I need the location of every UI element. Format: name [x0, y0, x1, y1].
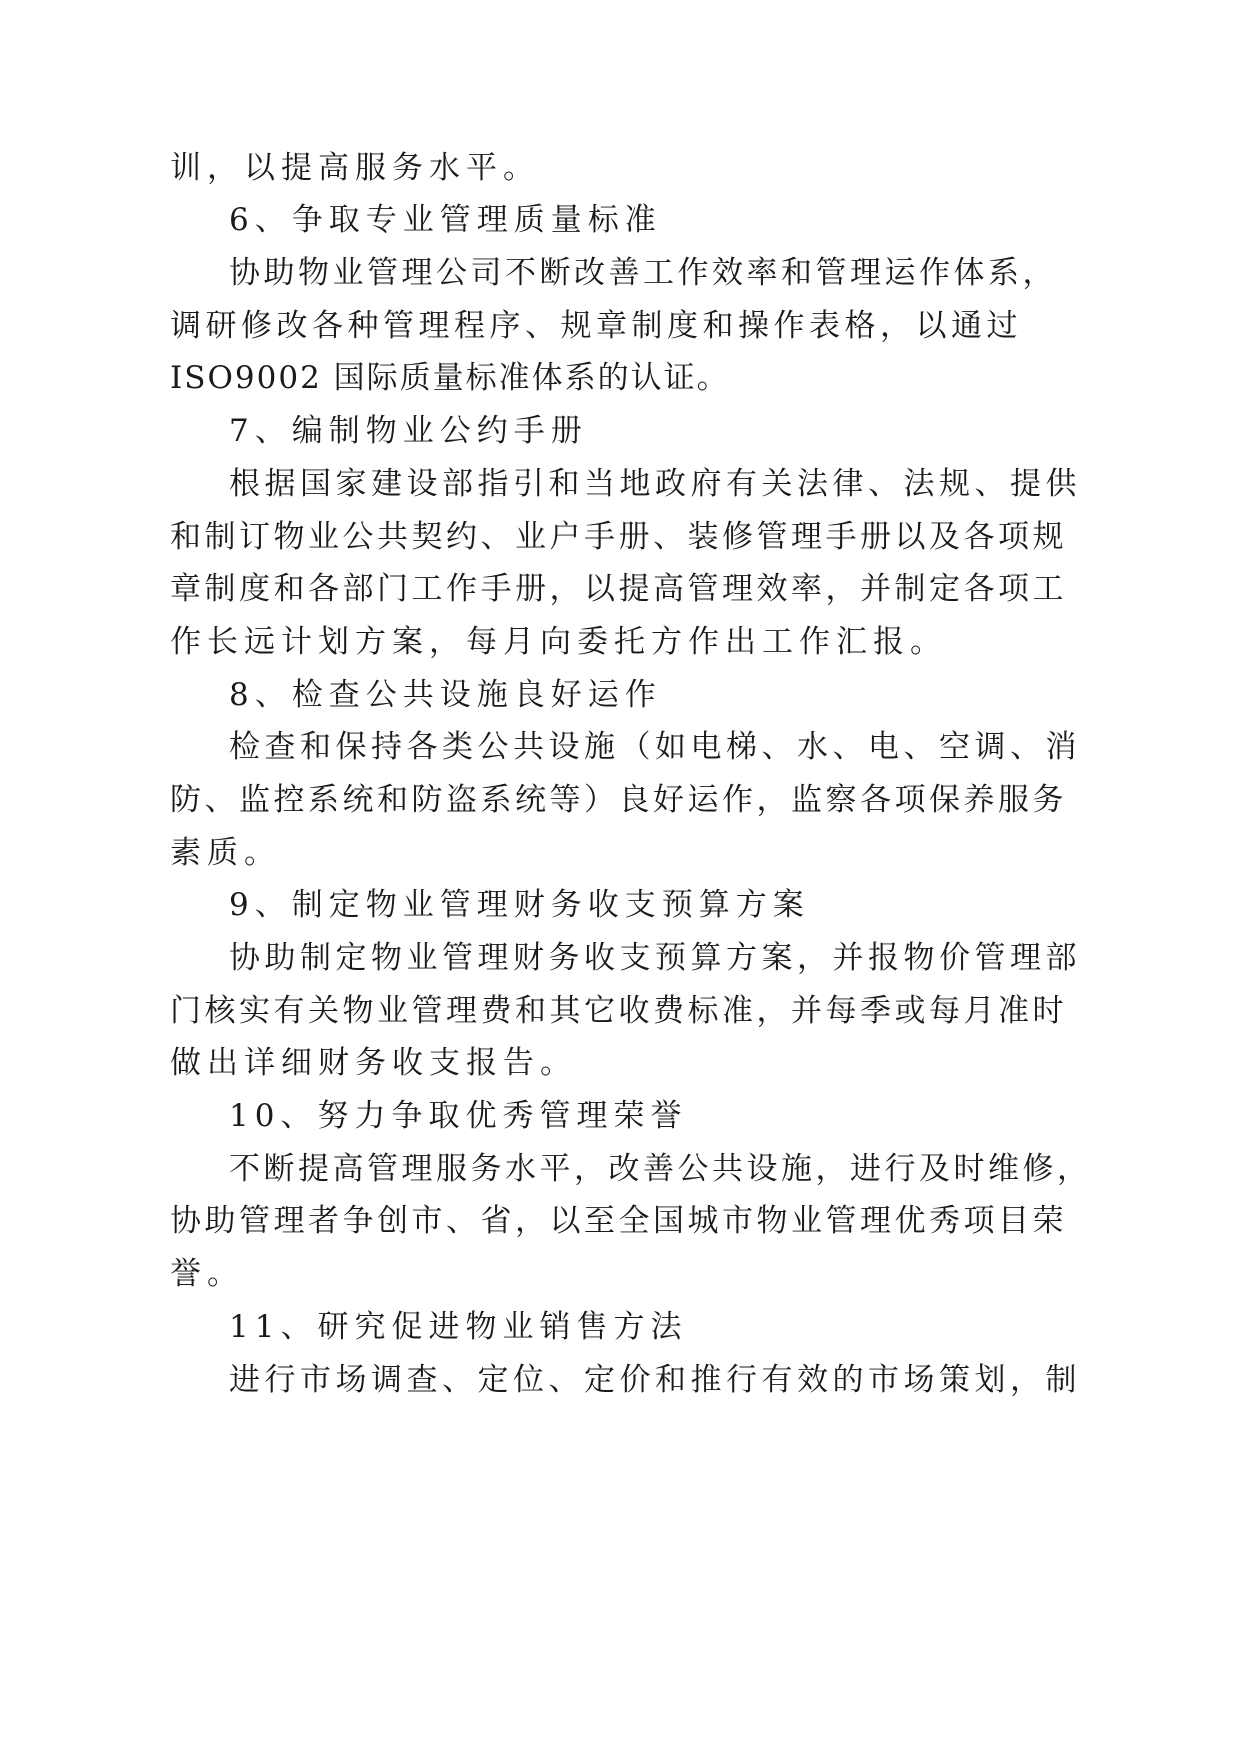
text-line: 调研修改各种管理程序、规章制度和操作表格，以通过	[170, 308, 1022, 344]
text-line: 做出详细财务收支报告。	[170, 1045, 577, 1081]
text-line: 素质。	[170, 835, 281, 871]
section-heading: 9、制定物业管理财务收支预算方案	[229, 887, 810, 923]
section-heading: 8、检查公共设施良好运作	[229, 677, 662, 713]
text-line: 作长远计划方案，每月向委托方作出工作汇报。	[170, 624, 947, 660]
text-line: 协助管理者争创市、省，以至全国城市物业管理优秀项目荣	[170, 1203, 1067, 1239]
section-heading: 10、努力争取优秀管理荣誉	[229, 1098, 688, 1134]
text-line: 检查和保持各类公共设施（如电梯、水、电、空调、消	[229, 729, 1081, 765]
text-line: 誉。	[170, 1256, 244, 1292]
text-line: 不断提高管理服务水平，改善公共设施，进行及时维修，	[229, 1151, 1092, 1187]
text-line: 防、监控系统和防盗系统等）良好运作，监察各项保养服务	[170, 782, 1067, 818]
text-line: 进行市场调查、定位、定价和推行有效的市场策划，制	[229, 1362, 1081, 1398]
text-line: 门核实有关物业管理费和其它收费标准，并每季或每月准时	[170, 993, 1067, 1029]
text-line: 根据国家建设部指引和当地政府有关法律、法规、提供	[229, 466, 1081, 502]
section-heading: 6、争取专业管理质量标准	[229, 202, 662, 238]
text-line: 训，以提高服务水平。	[170, 150, 540, 186]
text-line: 协助制定物业管理财务收支预算方案，并报物价管理部	[229, 940, 1081, 976]
section-heading: 11、研究促进物业销售方法	[229, 1309, 688, 1345]
text-line: 协助物业管理公司不断改善工作效率和管理运作体系，	[229, 255, 1057, 291]
text-line: 和制订物业公共契约、业户手册、装修管理手册以及各项规	[170, 519, 1067, 555]
text-line: 章制度和各部门工作手册，以提高管理效率，并制定各项工	[170, 571, 1067, 607]
text-line: ISO9002 国际质量标准体系的认证。	[170, 360, 730, 396]
section-heading: 7、编制物业公约手册	[229, 413, 588, 449]
